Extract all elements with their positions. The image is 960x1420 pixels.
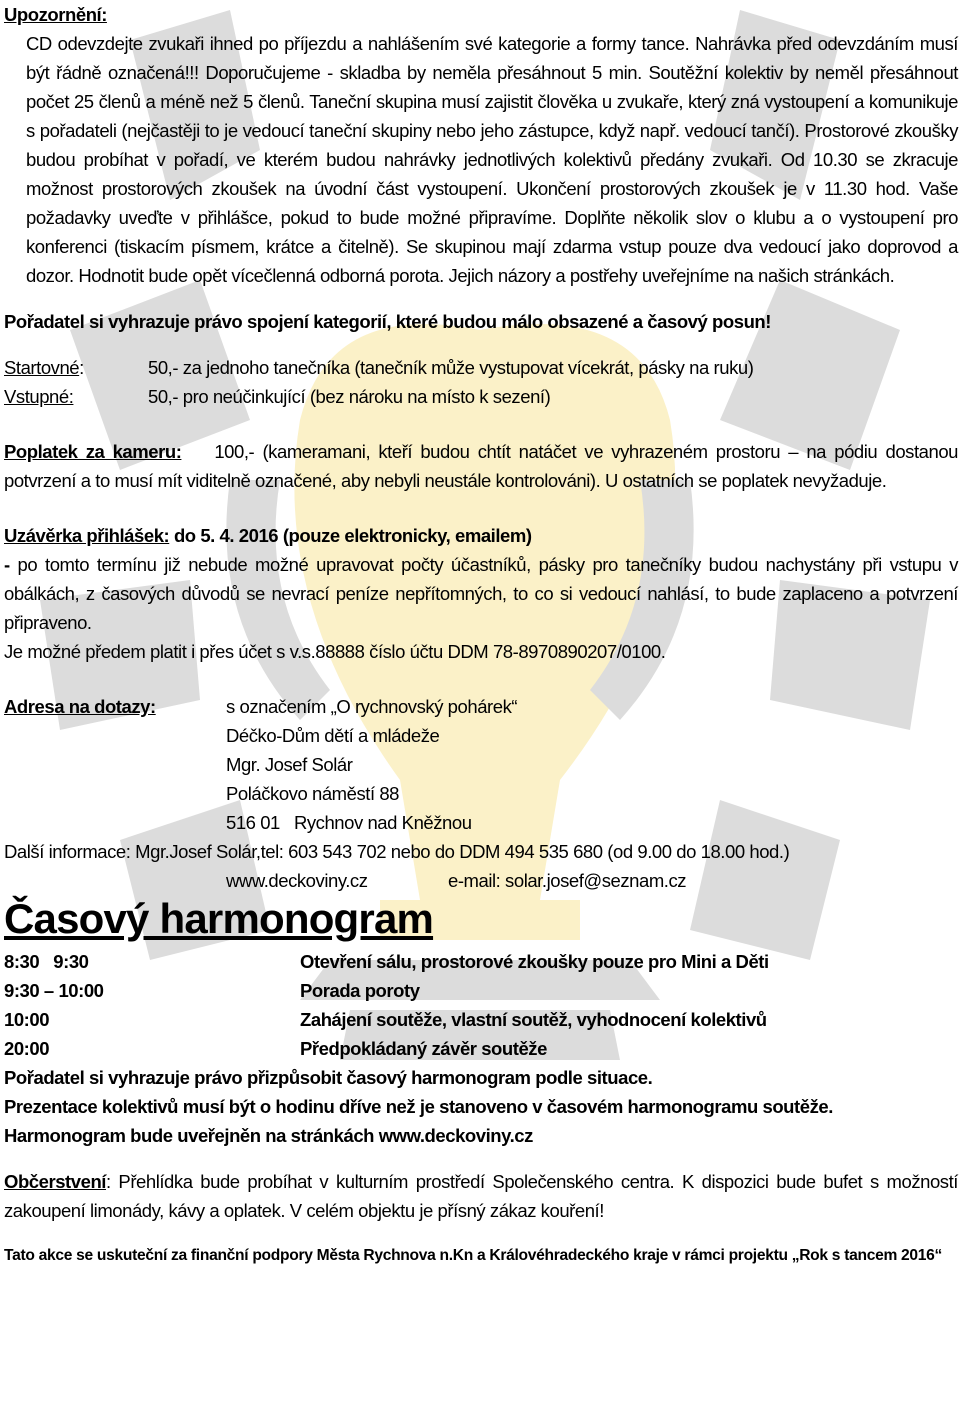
startovne-label: Startovné bbox=[4, 357, 80, 378]
deadline-value: do 5. 4. 2016 (pouze elektronicky, emailem) bbox=[169, 525, 532, 546]
schedule-row bbox=[4, 1005, 958, 1034]
fee-row-vstupne bbox=[4, 382, 958, 411]
deadline-paragraph bbox=[4, 550, 958, 637]
address-line: Déčko-Dům dětí a mládeže bbox=[226, 725, 440, 746]
startovne-value: 50,- za jednoho tanečníka (tanečník může vystupovat vícekrát, pásky na ruku) bbox=[148, 357, 754, 378]
refreshments-text: : Přehlídka bude probíhat v kulturním prostředí Společenského centra. K dispozici bude bufet s možností zakoupení limonády, kávy a oplatek. V celém objektu je přísný zákaz kouření! bbox=[4, 1171, 958, 1221]
address-line: Mgr. Josef Solár bbox=[226, 754, 353, 775]
address-line: 516 01 Rychnov nad Kněžnou bbox=[226, 812, 472, 833]
email-link[interactable]: e-mail: solar.josef@seznam.cz bbox=[448, 870, 687, 891]
schedule-note-2: Prezentace kolektivů musí být o hodinu dříve než je stanoveno v časovém harmonogramu soutěže. Harmonogram bude uveřejněn na stránkách www.deckoviny.cz bbox=[4, 1096, 833, 1146]
account-line: Je možné předem platit i přes účet s v.s.88888 číslo účtu DDM 78-8970890207/0100. bbox=[4, 641, 666, 662]
address-block bbox=[4, 692, 958, 837]
notice-heading: Upozornění: bbox=[4, 4, 107, 25]
web-email-row bbox=[4, 866, 958, 895]
refreshments-label: Občerstvení bbox=[4, 1171, 106, 1192]
contact-info: Další informace: Mgr.Josef Solár,tel: 603 543 702 nebo do DDM 494 535 680 (od 9.00 do 18.00 hod.) bbox=[4, 841, 790, 862]
footer-note: Tato akce se uskuteční za finanční podpory Města Rychnova n.Kn a Královéhradeckého kraje v rámci projektu „Rok s tancem 2016“ bbox=[4, 1247, 943, 1264]
camera-text: 100,- (kameramani, kteří budou chtít natáčet ve vyhrazeném prostoru – na pódiu dostanou potvrzení a to musí mít viditelně označené, aby nebyli neustále kontrolováni). U ostatních se poplatek nevyžaduje. bbox=[4, 441, 958, 491]
refreshments-paragraph bbox=[4, 1167, 958, 1225]
schedule-time: 10:00 bbox=[4, 1009, 50, 1030]
schedule-row bbox=[4, 1034, 958, 1063]
vstupne-value: 50,- pro neúčinkující (bez nároku na místo k sezení) bbox=[148, 386, 551, 407]
schedule-time: 8:30 9:30 bbox=[4, 951, 89, 972]
camera-label: Poplatek za kameru: bbox=[4, 441, 182, 462]
vstupne-label: Vstupné: bbox=[4, 386, 74, 407]
schedule-row bbox=[4, 976, 958, 1005]
schedule-title: Časový harmonogram bbox=[4, 895, 434, 942]
notice-paragraph: CD odevzdejte zvukaři ihned po příjezdu a nahlášením své kategorie a formy tance. Nahrávka před odevzdáním musí být řádně označená!!! Doporučujeme - skladba by neměla přesáhnout 5 min. Soutěžní kolektiv by neměl přesáhnout počet 25 členů a méně než 5 členů. Taneční skupina musí zajistit člověka u zvukaře, který zná vystoupení a komunikuje s pořadateli (nejčastěji to je vedoucí taneční skupiny nebo jeho zástupce, když např. vedoucí tančí). Prostorové zkoušky budou probíhat v pořadí, ve kterém budou nahrávky jednotlivých kolektivů předány zvukaři. Od 10.30 se zkracuje možnost prostorových zkoušek na úvodní část vystoupení. Ukončení prostorových zkoušek je v 11.30 hod. Vaše požadavky uveďte v přihlášce, pokud to bude možné připravíme. Doplňte několik slov o klubu a o vystoupení pro konferenci (tiskacím písmem, krátce a čitelně). Se skupinou mají zdarma vstup pouze dva vedoucí jako doprovod a dozor. Hodnotit bude opět vícečlenná odborná porota. Jejich názory a postřehy uveřejníme na našich stránkách. bbox=[26, 33, 958, 286]
schedule-desc: Porada poroty bbox=[300, 980, 420, 1001]
web-link[interactable]: www.deckoviny.cz bbox=[226, 870, 368, 891]
address-line: s označením „O rychnovský pohárek“ bbox=[226, 696, 518, 717]
schedule-time: 9:30 – 10:00 bbox=[4, 980, 104, 1001]
notice-bold-line: Pořadatel si vyhrazuje právo spojení kategorií, které budou málo obsazené a časový posun! bbox=[4, 311, 771, 332]
schedule-time: 20:00 bbox=[4, 1038, 50, 1059]
fee-row-startovne bbox=[4, 353, 958, 382]
address-label: Adresa na dotazy: bbox=[4, 696, 156, 717]
schedule-desc: Otevření sálu, prostorové zkoušky pouze pro Mini a Děti bbox=[300, 951, 769, 972]
schedule-desc: Předpokládaný závěr soutěže bbox=[300, 1038, 547, 1059]
schedule-row bbox=[4, 947, 958, 976]
schedule-note-1: Pořadatel si vyhrazuje právo přizpůsobit časový harmonogram podle situace. bbox=[4, 1067, 653, 1088]
deadline-text: po tomto termínu již nebude možné upravovat počty účastníků, pásky pro tanečníky budou nachystány při vstupu v obálkách, z časových důvodů se nevrací peníze nepřítomných, to co si vedoucí nahlásí, to bude zaplaceno a potvrzení připraveno. bbox=[4, 554, 958, 633]
deadline-dash: - bbox=[4, 554, 10, 575]
address-lines bbox=[226, 692, 517, 837]
schedule-desc: Zahájení soutěže, vlastní soutěž, vyhodnocení kolektivů bbox=[300, 1009, 767, 1030]
address-line: Poláčkovo náměstí 88 bbox=[226, 783, 400, 804]
deadline-label: Uzávěrka přihlášek: bbox=[4, 525, 170, 546]
deadline-line bbox=[4, 521, 958, 550]
camera-paragraph bbox=[4, 437, 958, 495]
startovne-colon: : bbox=[79, 357, 84, 378]
